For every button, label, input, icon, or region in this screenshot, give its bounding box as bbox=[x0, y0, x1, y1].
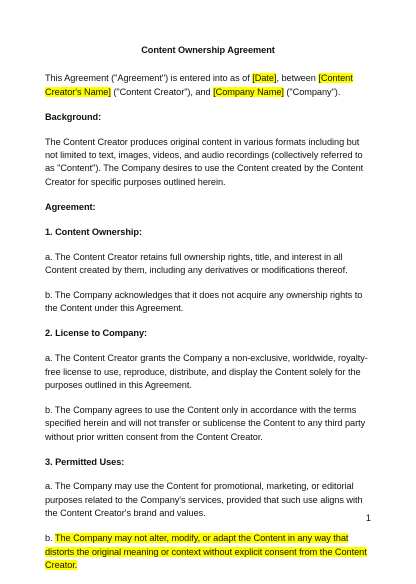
creator-name-placeholder: [Content Creator's Name] bbox=[45, 73, 353, 97]
intro-paragraph bbox=[45, 72, 371, 99]
intro-text-4: ("Company"). bbox=[283, 86, 341, 97]
section-3-clause-b-highlighted: The Company may not alter, modify, or adapt the Content in any way that distorts the original meaning or context without explicit consent from the Content Creator. bbox=[45, 533, 367, 570]
section-2-heading: 2. License to Company: bbox=[45, 328, 148, 339]
background-paragraph: The Content Creator produces original content in various formats including but not limited to text, images, videos, and audio recordings (collectively referred to as "Content"). The Company desires to use the Content created by the Content Creator for specific purposes outlined herein. bbox=[45, 136, 364, 187]
section-2-clause-a: a. The Content Creator grants the Company a non-exclusive, worldwide, royalty-free license to use, reproduce, distribute, and display the Content solely for the purposes outlined in this Agreement. bbox=[45, 353, 368, 390]
section-3-clause-a: a. The Company may use the Content for promotional, marketing, or editorial purposes related to the Company's services, provided that such use aligns with the Content Creator's brand and values. bbox=[45, 481, 363, 519]
intro-text-2: , between bbox=[276, 73, 319, 84]
document-body bbox=[45, 44, 371, 584]
date-placeholder: [Date] bbox=[252, 73, 277, 84]
intro-text-1: This Agreement ("Agreement") is entered into as of bbox=[45, 73, 253, 84]
section-3-clause-b-prefix: b. bbox=[45, 533, 55, 544]
section-1-heading: 1. Content Ownership: bbox=[45, 226, 142, 237]
page-number: 1 bbox=[365, 513, 371, 523]
section-1-clause-a: a. The Content Creator retains full ownership rights, title, and interest in all Content created by them, including any derivatives or modifications thereof. bbox=[45, 251, 348, 275]
agreement-heading: Agreement: bbox=[45, 201, 96, 212]
section-3-heading: 3. Permitted Uses: bbox=[45, 456, 125, 467]
company-name-placeholder: [Company Name] bbox=[213, 86, 284, 97]
section-2-clause-b: b. The Company agrees to use the Content only in accordance with the terms specified herein and will not transfer or sublicense the Content to any third party without prior written consent from the Content Creator. bbox=[45, 404, 366, 442]
intro-text-3: ("Content Creator"), and bbox=[110, 86, 214, 97]
background-heading: Background: bbox=[45, 111, 102, 122]
document-title: Content Ownership Agreement bbox=[141, 45, 275, 55]
section-1-clause-b: b. The Company acknowledges that it does not acquire any ownership rights to the Content under this Agreement. bbox=[45, 289, 363, 314]
section-3-clause-b bbox=[45, 532, 371, 572]
